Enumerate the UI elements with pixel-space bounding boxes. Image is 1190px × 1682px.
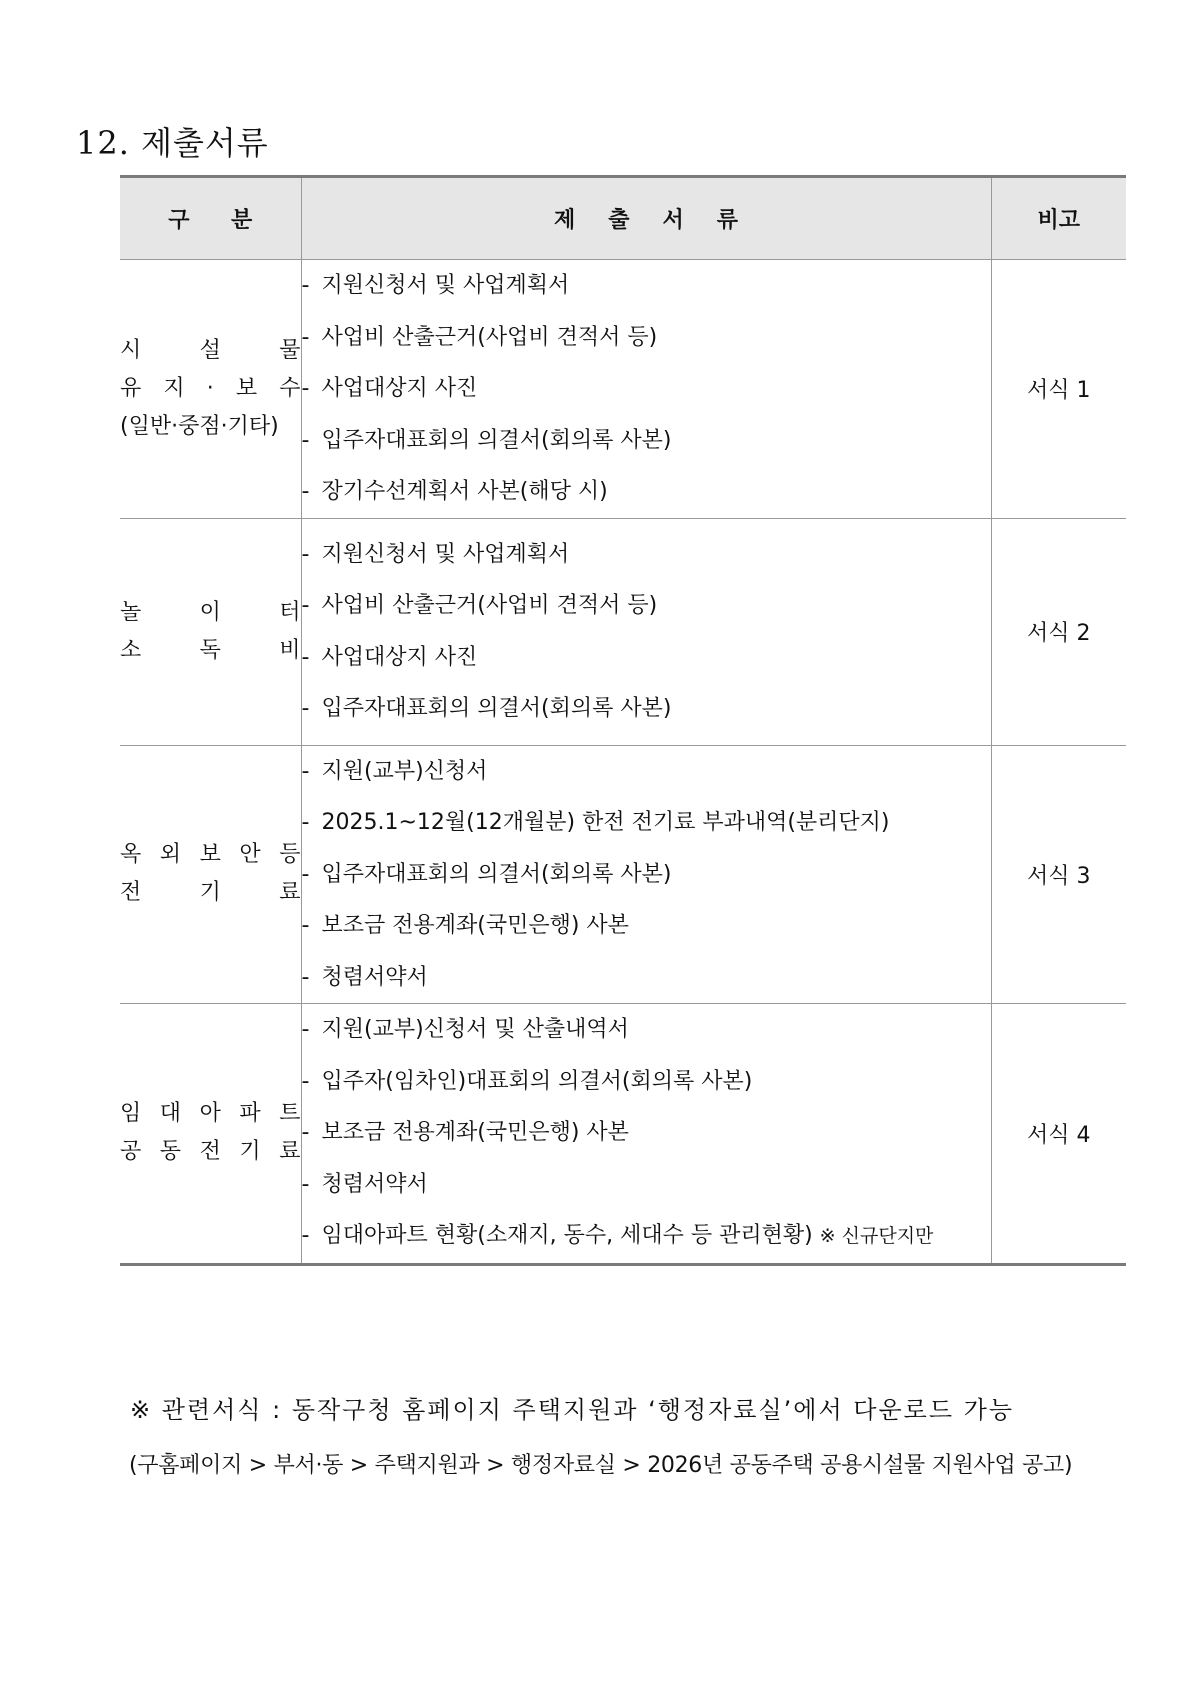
bullet-dash: - <box>301 593 310 618</box>
category-line: 놀 이 터 <box>120 599 301 625</box>
category-line: 전 기 료 <box>120 880 301 906</box>
category-cell <box>120 260 301 519</box>
list-item: - 청렴서약서 <box>302 1159 991 1211</box>
list-item: - 보조금 전용계좌(국민은행) 사본 <box>302 1107 991 1159</box>
bullet-dash: - <box>301 644 310 670</box>
table-row <box>120 1004 1126 1265</box>
bullet-dash: - <box>301 479 310 504</box>
list-item: - 지원신청서 및 사업계획서 <box>302 260 991 312</box>
category-cell <box>120 518 301 745</box>
bullet-dash: - <box>301 696 310 721</box>
form-note-cell: 서식 4 <box>991 1004 1126 1265</box>
documents-cell <box>301 518 991 745</box>
footnote-path: (구홈페이지 > 부서·동 > 주택지원과 > 행정자료실 > 2026년 공동주택 공용시설물 지원사업 공고) <box>129 1453 1073 1478</box>
bullet-dash: - <box>301 1120 310 1145</box>
list-item: - 입주자대표회의 의결서(회의록 사본) <box>302 683 991 735</box>
bullet-dash: - <box>301 273 310 298</box>
table-row <box>120 745 1126 1004</box>
list-item: - 지원신청서 및 사업계획서 <box>302 529 991 581</box>
bullet-dash: - <box>301 376 310 401</box>
table-row <box>120 260 1126 519</box>
category-line: 유 지 · 보 수 <box>120 375 301 401</box>
bullet-dash: - <box>301 1223 310 1248</box>
bullet-dash: - <box>301 541 310 567</box>
list-item: - 사업대상지 사진 <box>302 363 991 415</box>
category-line: 임 대 아 파 트 <box>120 1101 301 1127</box>
item-remark: ※ 신규단지만 <box>819 1225 934 1247</box>
list-item: - 입주자대표회의 의결서(회의록 사본) <box>302 415 991 467</box>
form-note-cell: 서식 2 <box>991 518 1126 745</box>
bullet-dash: - <box>301 1171 310 1197</box>
list-item: - 입주자(임차인)대표회의 의결서(회의록 사본) <box>302 1056 991 1108</box>
list-item: - 사업대상지 사진 <box>302 632 991 684</box>
header-note: 비고 <box>991 177 1126 260</box>
documents-cell <box>301 1004 991 1265</box>
list-item: - 보조금 전용계좌(국민은행) 사본 <box>302 900 991 952</box>
list-item: - 청렴서약서 <box>302 952 991 1004</box>
category-line: 시 설 물 <box>120 337 301 363</box>
list-item: - 2025.1~12월(12개월분) 한전 전기료 부과내역(분리단지) <box>302 797 991 849</box>
bullet-dash: - <box>301 427 310 453</box>
category-cell <box>120 745 301 1004</box>
category-line: (일반·중점·기타) <box>120 413 279 439</box>
header-category: 구 분 <box>120 177 301 260</box>
bullet-dash: - <box>301 758 310 784</box>
form-note-cell: 서식 1 <box>991 260 1126 519</box>
documents-cell <box>301 260 991 519</box>
category-line: 공 동 전 기 료 <box>120 1139 301 1165</box>
submission-documents-table <box>120 175 1126 1266</box>
list-item: - 지원(교부)신청서 및 산출내역서 <box>302 1004 991 1056</box>
list-item: - 임대아파트 현황(소재지, 동수, 세대수 등 관리현황) ※ 신규단지만 <box>302 1210 991 1263</box>
list-item: - 입주자대표회의 의결서(회의록 사본) <box>302 849 991 901</box>
list-item: - 장기수선계획서 사본(해당 시) <box>302 466 991 518</box>
category-cell <box>120 1004 301 1265</box>
form-note-cell: 서식 3 <box>991 745 1126 1004</box>
list-item: - 사업비 산출근거(사업비 견적서 등) <box>302 312 991 364</box>
bullet-dash: - <box>301 913 310 938</box>
section-heading: 12. 제출서류 <box>76 124 269 162</box>
footnote-download: ※ 관련서식 : 동작구청 홈페이지 주택지원과 ‘행정자료실’에서 다운로드 가능 <box>130 1396 1015 1424</box>
list-item: - 지원(교부)신청서 <box>302 746 991 798</box>
header-documents: 제 출 서 류 <box>301 177 991 260</box>
bullet-dash: - <box>301 1017 310 1042</box>
table-header-row <box>120 177 1126 260</box>
bullet-dash: - <box>301 861 310 887</box>
bullet-dash: - <box>301 810 310 835</box>
category-line: 소 독 비 <box>120 637 301 663</box>
bullet-dash: - <box>301 964 310 990</box>
documents-cell <box>301 745 991 1004</box>
table-row <box>120 518 1126 745</box>
list-item: - 사업비 산출근거(사업비 견적서 등) <box>302 580 991 632</box>
bullet-dash: - <box>301 1068 310 1094</box>
bullet-dash: - <box>301 324 310 350</box>
category-line: 옥 외 보 안 등 <box>120 842 301 868</box>
